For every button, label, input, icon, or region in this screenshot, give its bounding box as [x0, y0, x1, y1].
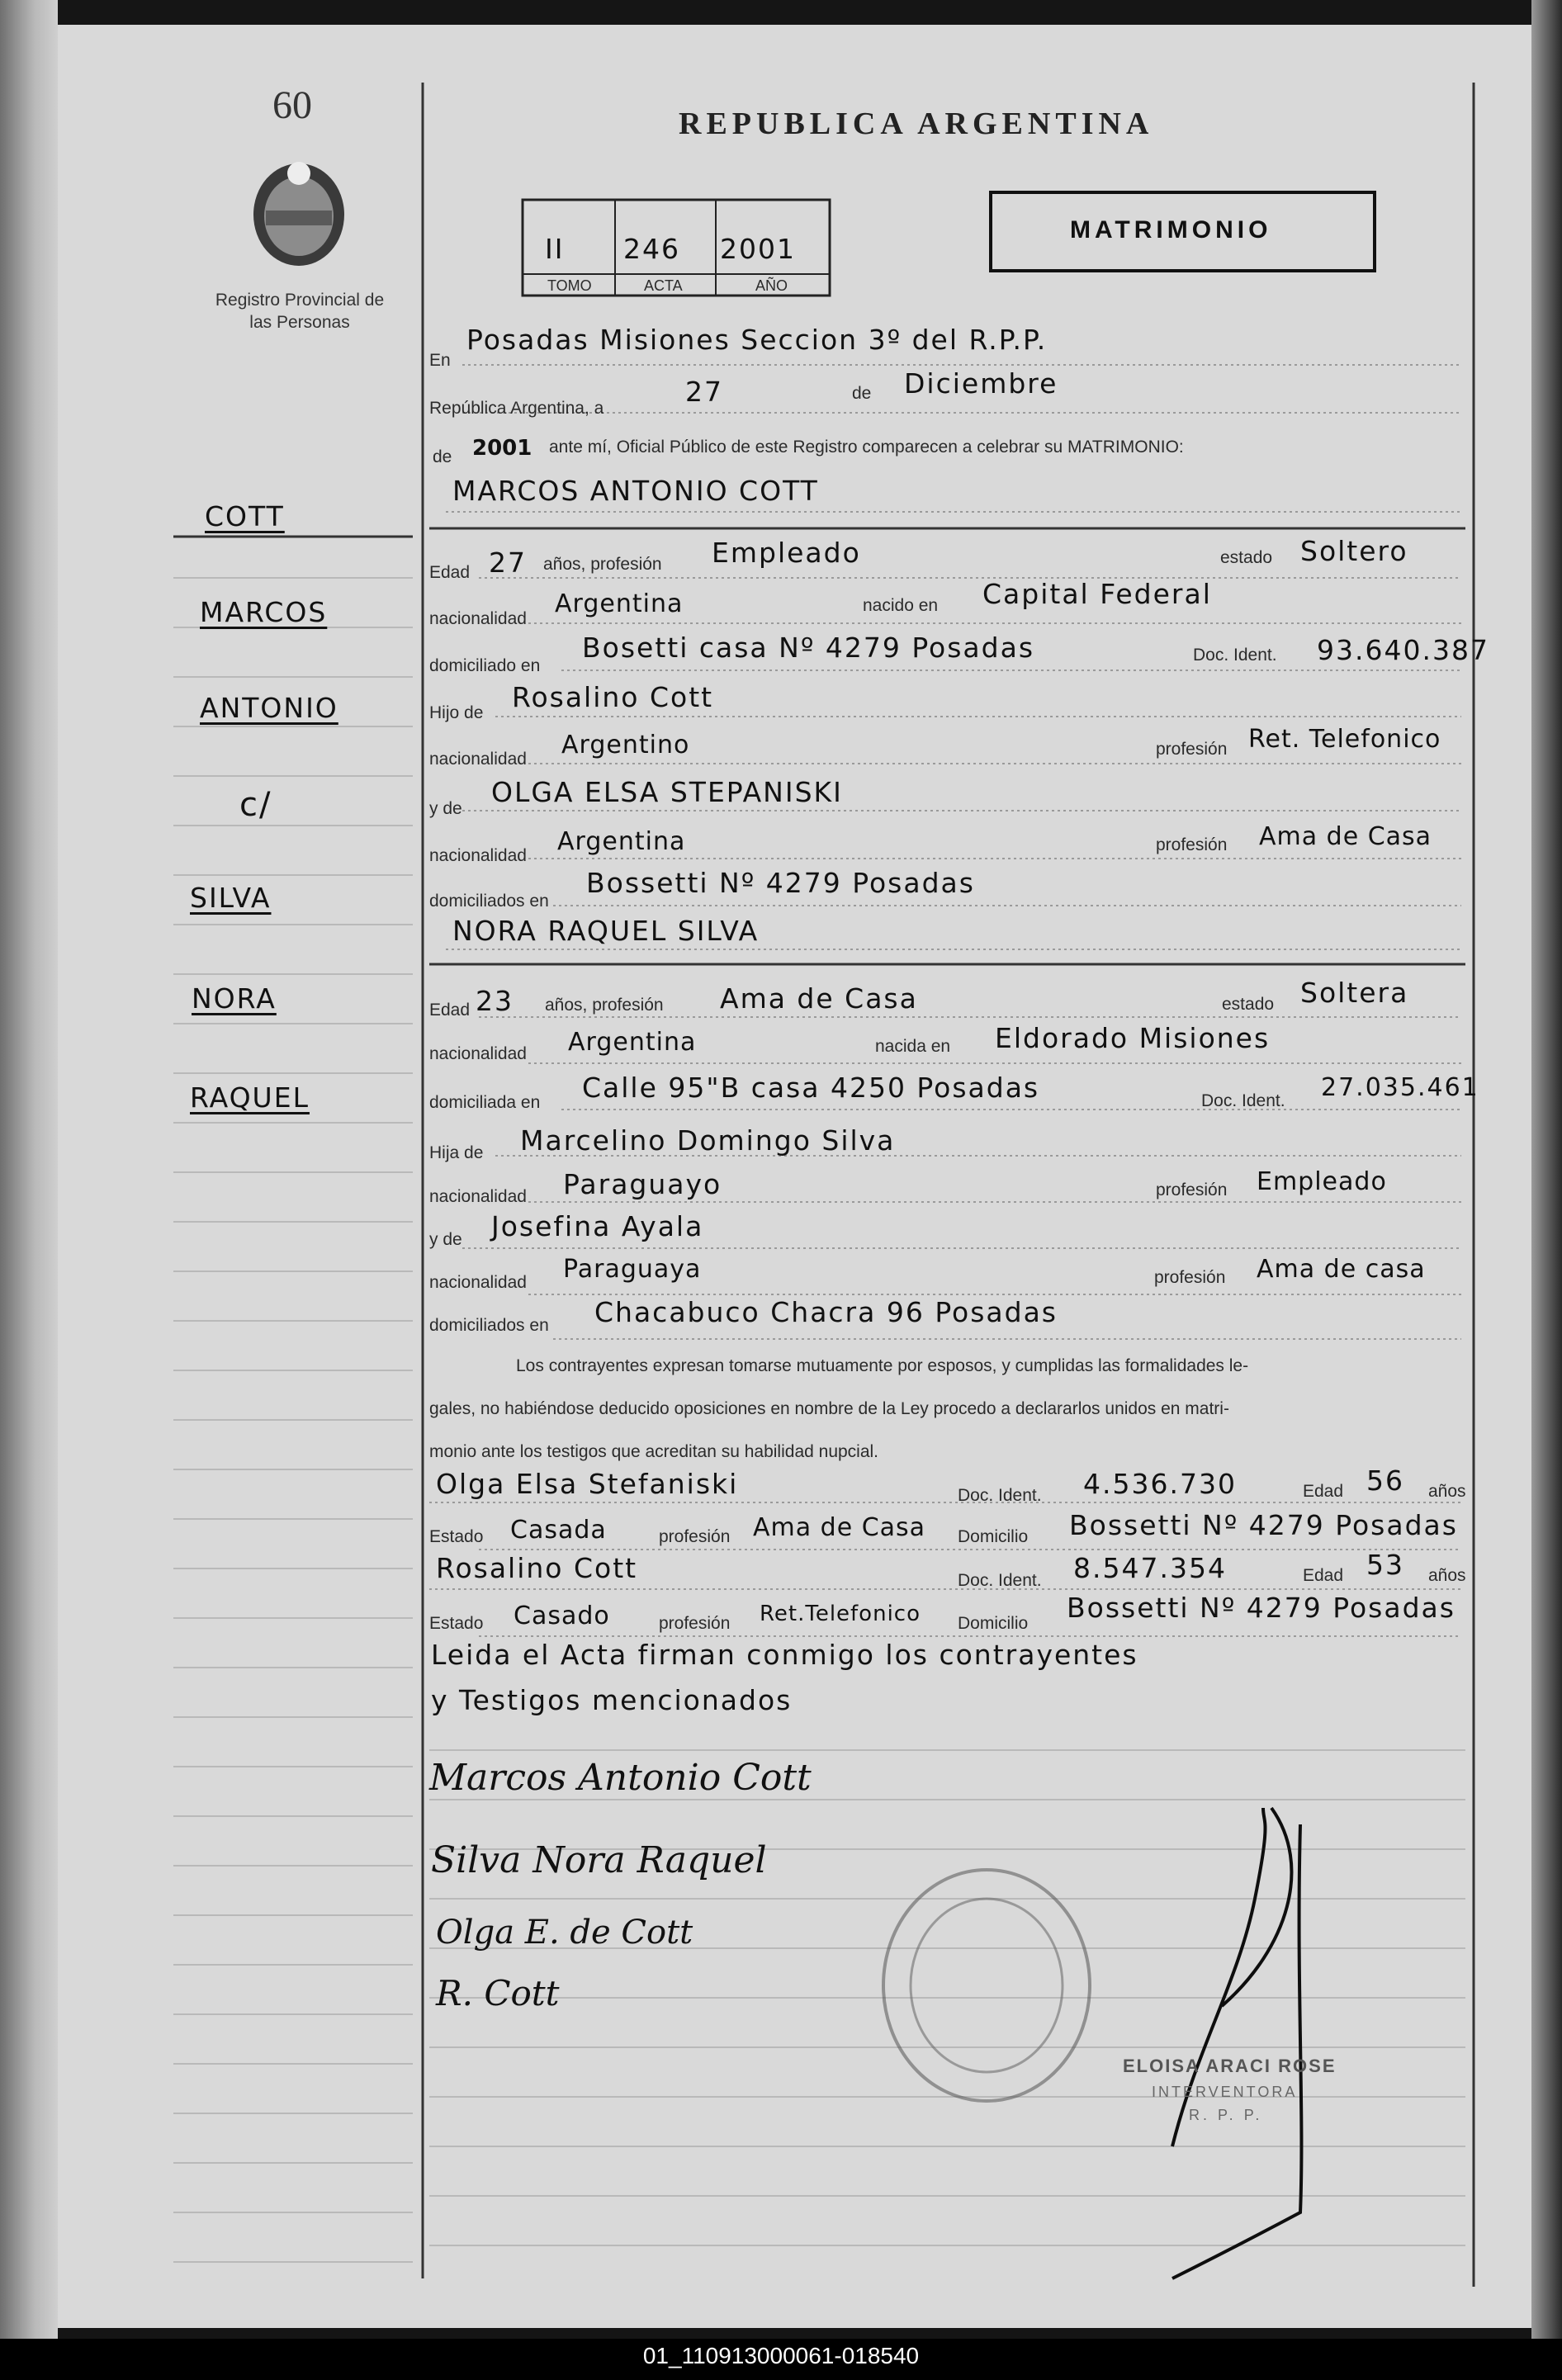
signature-groom: Marcos Antonio Cott	[429, 1757, 812, 1799]
tomo-value: II	[545, 233, 565, 265]
bride-yde-label: y de	[429, 1230, 462, 1249]
groom-profession: Empleado	[712, 537, 861, 569]
groom-doc-label: Doc. Ident.	[1193, 646, 1277, 665]
witness1-doc: 4.536.730	[1083, 1468, 1237, 1500]
marriage-day: 27	[685, 376, 723, 408]
bride-doc-label: Doc. Ident.	[1201, 1091, 1285, 1110]
page-number: 60	[272, 83, 312, 127]
witness1-age: 56	[1366, 1464, 1404, 1497]
groom-edad-label: Edad	[429, 563, 471, 582]
witness1-doc-label: Doc. Ident.	[958, 1486, 1042, 1505]
marriage-month: Diciembre	[904, 367, 1058, 400]
bride-edad-label: Edad	[429, 1001, 471, 1020]
witness1-name: Olga Elsa Stefaniski	[436, 1468, 739, 1500]
bride-mother: Josefina Ayala	[491, 1210, 704, 1242]
groom-dom-label: domiciliado en	[429, 656, 541, 675]
book-binding-right	[1531, 0, 1562, 2380]
closing-line-1: Leida el Acta firman conmigo los contrayentes	[431, 1639, 1138, 1671]
signature-bride: Silva Nora Raquel	[431, 1839, 767, 1881]
signature-witness1: Olga E. de Cott	[436, 1914, 693, 1952]
groom-mother-nationality: Argentina	[557, 827, 686, 856]
bride-father-profession: Empleado	[1257, 1167, 1387, 1196]
groom-parents-address: Bossetti Nº 4279 Posadas	[586, 867, 975, 899]
bride-father-nat-label: nacionalidad	[429, 1187, 527, 1206]
bride-nationality: Argentina	[568, 1028, 697, 1057]
bride-birthplace: Eldorado Misiones	[995, 1022, 1271, 1054]
groom-father-prof-label: profesión	[1156, 740, 1228, 759]
de-label: de	[852, 384, 872, 403]
groom-address: Bosetti casa Nº 4279 Posadas	[582, 632, 1035, 664]
ano-label: AÑO	[755, 277, 788, 294]
acta-value: 246	[623, 233, 680, 265]
witness2-estado-label: Estado	[429, 1614, 484, 1633]
groom-estado-label: estado	[1220, 548, 1273, 567]
groom-father: Rosalino Cott	[512, 681, 714, 713]
bride-mother-profession: Ama de casa	[1257, 1255, 1426, 1284]
official-office: R. P. P.	[1189, 2107, 1263, 2123]
bride-nacida-label: nacida en	[875, 1037, 951, 1056]
witness2-name: Rosalino Cott	[436, 1552, 638, 1584]
bride-parents-dom-label: domiciliados en	[429, 1316, 549, 1335]
margin-surname-groom: COTT	[205, 500, 285, 532]
republica-label: República Argentina, a	[429, 399, 604, 418]
groom-status: Soltero	[1300, 535, 1408, 567]
bride-mother-prof-label: profesión	[1154, 1268, 1226, 1287]
witness2-doc-label: Doc. Ident.	[958, 1571, 1042, 1590]
groom-father-profession: Ret. Telefonico	[1248, 725, 1441, 754]
witness1-profesion-label: profesión	[659, 1527, 731, 1546]
groom-nacido-label: nacido en	[863, 596, 939, 615]
groom-nationality: Argentina	[555, 589, 684, 618]
groom-parents-dom-label: domiciliados en	[429, 892, 549, 911]
declaration-line-3: monio ante los testigos que acreditan su habilidad nupcial.	[429, 1442, 879, 1461]
groom-profesion-label: años, profesión	[543, 555, 662, 574]
margin-name-3: NORA	[192, 982, 277, 1015]
witness2-doc: 8.547.354	[1073, 1552, 1227, 1584]
declaration-line-2: gales, no habiéndose deducido oposiciones en nombre de la Ley procedo a declararlos unidos en matri-	[429, 1399, 1229, 1418]
acta-label: ACTA	[644, 277, 683, 294]
bride-nat-label: nacionalidad	[429, 1044, 527, 1063]
bride-age: 23	[476, 985, 514, 1017]
closing-line-2: y Testigos mencionados	[431, 1684, 793, 1716]
witness1-address: Bossetti Nº 4279 Posadas	[1069, 1509, 1458, 1541]
declaration-line-1: Los contrayentes expresan tomarse mutuamente por esposos, y cumplidas las formalidades le-	[516, 1356, 1249, 1375]
groom-father-nat-label: nacionalidad	[429, 750, 527, 769]
place-of-registry: Posadas Misiones Seccion 3º del R.P.P.	[466, 324, 1048, 356]
margin-name-1: MARCOS	[200, 596, 328, 628]
witness1-domicilio-label: Domicilio	[958, 1527, 1029, 1546]
witness1-status: Casada	[510, 1516, 607, 1545]
bride-father-nationality: Paraguayo	[563, 1168, 722, 1200]
margin-surname-bride: SILVA	[190, 882, 272, 914]
bride-address: Calle 95"B casa 4250 Posadas	[582, 1072, 1040, 1104]
bride-mother-nationality: Paraguaya	[563, 1255, 702, 1284]
witness2-anos-label: años	[1428, 1566, 1466, 1585]
groom-name: MARCOS ANTONIO COTT	[452, 475, 819, 507]
groom-mother: OLGA ELSA STEPANISKI	[491, 776, 843, 808]
bride-name: NORA RAQUEL SILVA	[452, 915, 760, 947]
bride-estado-label: estado	[1222, 995, 1275, 1014]
groom-mother-prof-label: profesión	[1156, 835, 1228, 854]
document-title: REPUBLICA ARGENTINA	[679, 106, 1154, 141]
official-name: ELOISA ARACI ROSE	[1123, 2056, 1337, 2076]
groom-yde-label: y de	[429, 799, 462, 818]
witness2-domicilio-label: Domicilio	[958, 1614, 1029, 1633]
official-title: INTERVENTORA	[1152, 2084, 1298, 2100]
groom-mother-nat-label: nacionalidad	[429, 846, 527, 865]
bride-father-prof-label: profesión	[1156, 1181, 1228, 1199]
witness2-profesion-label: profesión	[659, 1614, 731, 1633]
witness1-edad-label: Edad	[1303, 1482, 1344, 1501]
de2-label: de	[433, 447, 452, 466]
groom-mother-profession: Ama de Casa	[1259, 822, 1432, 851]
bride-father: Marcelino Domingo Silva	[520, 1124, 896, 1157]
groom-doc: 93.640.387	[1317, 634, 1489, 666]
bride-mother-nat-label: nacionalidad	[429, 1273, 527, 1292]
bride-profession: Ama de Casa	[720, 982, 918, 1015]
tomo-label: TOMO	[547, 277, 592, 294]
image-caption: 01_110913000061-018540	[642, 2343, 920, 2368]
registry-name: Registro Provincial de las Personas	[215, 291, 385, 332]
witness2-status: Casado	[514, 1602, 610, 1630]
bride-profesion-label: años, profesión	[545, 996, 664, 1015]
witness1-profession: Ama de Casa	[753, 1513, 926, 1542]
bride-status: Soltera	[1300, 977, 1409, 1009]
groom-nat-label: nacionalidad	[429, 609, 527, 628]
intro-text: ante mí, Oficial Público de este Registro comparecen a celebrar su MATRIMONIO:	[549, 438, 1184, 457]
groom-father-nationality: Argentino	[561, 731, 690, 759]
bride-doc: 27.035.461	[1321, 1073, 1479, 1102]
bride-hija-label: Hija de	[429, 1143, 484, 1162]
margin-name-2: ANTONIO	[200, 692, 338, 724]
marriage-year: 2001	[472, 436, 532, 461]
act-type: MATRIMONIO	[1070, 216, 1272, 244]
witness2-edad-label: Edad	[1303, 1566, 1344, 1585]
bride-parents-address: Chacabuco Chacra 96 Posadas	[594, 1296, 1058, 1328]
signature-witness2: R. Cott	[436, 1973, 560, 2013]
witness1-anos-label: años	[1428, 1482, 1466, 1501]
witness2-age: 53	[1366, 1549, 1404, 1581]
witness1-estado-label: Estado	[429, 1527, 484, 1546]
book-binding-left	[0, 0, 58, 2380]
ano-value: 2001	[720, 233, 796, 265]
margin-name-4: RAQUEL	[190, 1081, 310, 1114]
margin-connector: c/	[239, 786, 272, 824]
en-label: En	[429, 351, 451, 370]
groom-hijo-label: Hijo de	[429, 703, 484, 722]
bride-dom-label: domiciliada en	[429, 1093, 541, 1112]
witness2-address: Bossetti Nº 4279 Posadas	[1067, 1592, 1456, 1624]
witness2-profession: Ret.Telefonico	[760, 1602, 921, 1626]
groom-birthplace: Capital Federal	[982, 578, 1212, 610]
groom-age: 27	[489, 547, 527, 579]
